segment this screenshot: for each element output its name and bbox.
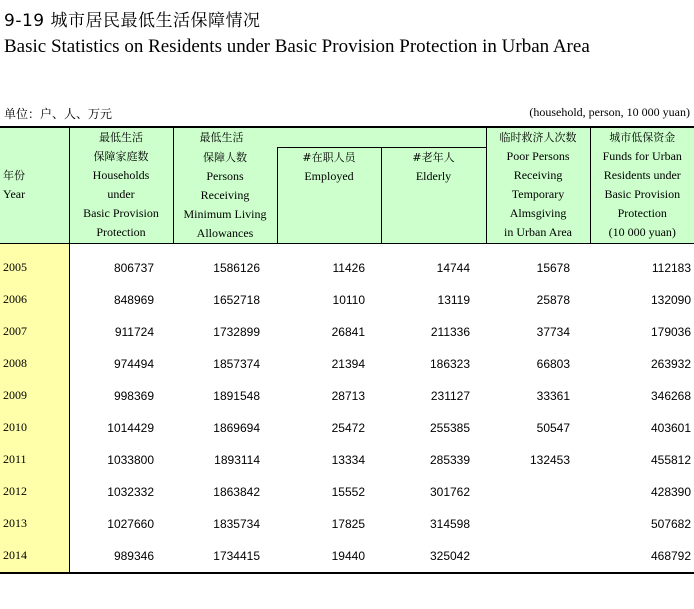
cell-employed: 26841	[331, 324, 365, 339]
cell-elderly: 14744	[436, 260, 471, 275]
cell-households: 1033800	[107, 452, 154, 467]
cell-households: 989346	[69, 540, 173, 573]
cell-persons: 1869694	[213, 420, 260, 435]
col-header-year-en: Year	[3, 187, 26, 202]
col-header-households-en-1: Households	[92, 168, 150, 182]
cell-funds: 468792	[590, 540, 694, 573]
col-header-households-en-3: Basic Provision	[83, 206, 159, 220]
cell-employed: 28713	[331, 388, 365, 403]
cell-households: 911724	[114, 324, 154, 339]
cell-employed: 10110	[332, 292, 365, 307]
cell-year: 2014	[0, 540, 69, 573]
unit-label-en: (household, person, 10 000 yuan)	[529, 105, 690, 119]
col-header-temporary-en-5: in Urban Area	[504, 225, 573, 239]
cell-persons: 1863842	[213, 484, 260, 499]
cell-persons: 1586126	[213, 260, 260, 275]
col-header-persons-cn-2: 保障人数	[203, 150, 247, 164]
statistics-table	[0, 126, 694, 574]
col-header-funds-en-2: Residents under	[603, 168, 681, 182]
cell-year: 2012	[0, 476, 69, 508]
cell-temporary: 132453	[529, 452, 571, 467]
table-row	[0, 476, 694, 508]
cell-persons: 1891548	[213, 388, 260, 403]
table-row	[0, 508, 694, 540]
cell-employed: 19440	[277, 540, 381, 573]
cell-funds: 507682	[650, 516, 692, 531]
table-row	[0, 348, 694, 380]
cell-households: 848969	[113, 292, 154, 307]
col-header-funds-en-4: Protection	[617, 206, 667, 220]
cell-temporary	[486, 508, 590, 540]
col-header-funds-en-3: Basic Provision	[604, 187, 681, 201]
cell-temporary	[486, 540, 590, 573]
cell-year: 2007	[0, 316, 69, 348]
table-body	[0, 243, 694, 573]
table-title-cn: 9-19 城市居民最低生活保障情况	[4, 11, 261, 31]
cell-funds: 179036	[650, 324, 692, 339]
cell-year: 2010	[0, 412, 69, 444]
col-header-employed	[277, 148, 381, 244]
table-row	[0, 380, 694, 412]
col-header-elderly-cn: #老年人	[412, 151, 455, 164]
col-header-persons-en-4: Allowances	[196, 225, 254, 240]
table-title-en: Basic Statistics on Residents under Basic Provision Protection in Urban Area	[4, 36, 590, 57]
cell-funds: 403601	[650, 420, 692, 435]
col-header-persons-en-2: Receiving	[200, 187, 250, 202]
cell-year: 2011	[0, 444, 69, 476]
col-header-persons-group	[173, 127, 486, 148]
col-header-year	[0, 127, 69, 243]
cell-year: 2009	[0, 380, 69, 412]
cell-temporary: 25878	[536, 292, 571, 307]
cell-employed: 13334	[331, 452, 365, 467]
cell-persons: 1857374	[213, 356, 260, 371]
col-header-temporary	[486, 127, 590, 243]
cell-employed: 11426	[332, 260, 365, 275]
col-header-persons-en-3: Minimum Living	[183, 206, 267, 221]
unit-label-cn: 单位：户、人、万元	[4, 107, 113, 121]
cell-year: 2008	[0, 348, 69, 380]
col-header-persons-en-1: Persons	[206, 168, 244, 183]
col-header-employed-cn: #在职人员	[302, 151, 356, 164]
cell-persons: 1734415	[173, 540, 277, 573]
cell-employed: 25472	[331, 420, 365, 435]
cell-employed: 21394	[331, 356, 365, 371]
cell-households: 806737	[113, 260, 154, 275]
cell-elderly: 13119	[437, 292, 471, 307]
col-header-persons-cn-1: 最低生活	[199, 131, 244, 144]
cell-temporary: 50547	[536, 420, 571, 435]
col-header-temporary-cn: 临时救济人次数	[499, 131, 577, 144]
cell-persons: 1835734	[213, 516, 260, 531]
col-header-funds	[590, 127, 694, 243]
cell-elderly: 285339	[429, 452, 471, 467]
cell-year: 2013	[0, 508, 69, 540]
cell-elderly: 325042	[381, 540, 486, 573]
cell-employed: 17825	[331, 516, 365, 531]
table-row	[0, 284, 694, 316]
col-header-households	[69, 127, 173, 243]
cell-temporary: 15678	[536, 260, 571, 275]
cell-employed: 15552	[331, 484, 365, 499]
col-header-households-cn-1: 最低生活	[99, 131, 143, 144]
table-header	[0, 127, 694, 243]
cell-households: 998369	[113, 388, 154, 403]
cell-funds: 132090	[650, 292, 692, 307]
cell-temporary: 33361	[536, 388, 571, 403]
col-header-elderly	[381, 148, 486, 244]
cell-elderly: 186323	[429, 356, 471, 371]
cell-funds: 428390	[650, 484, 692, 499]
table-row	[0, 412, 694, 444]
cell-households: 1014429	[107, 420, 154, 435]
cell-year: 2006	[0, 284, 69, 316]
col-header-funds-en-5: (10 000 yuan)	[608, 225, 676, 239]
col-header-households-en-4: Protection	[96, 225, 146, 239]
table-row	[0, 316, 694, 348]
col-header-persons	[173, 148, 277, 244]
cell-temporary	[486, 476, 590, 508]
cell-households: 1027660	[107, 516, 154, 531]
cell-year: 2005	[0, 243, 69, 284]
cell-funds: 263932	[650, 356, 692, 371]
col-header-temporary-en-2: Receiving	[513, 168, 563, 182]
col-header-households-en-2: under	[107, 187, 135, 201]
col-header-funds-en-1: Funds for Urban	[602, 149, 682, 163]
cell-elderly: 211336	[430, 324, 471, 339]
col-header-households-cn-2: 保障家庭数	[93, 150, 149, 163]
cell-households: 974494	[113, 356, 154, 371]
cell-funds: 112183	[651, 260, 692, 275]
cell-funds: 346268	[650, 388, 692, 403]
col-header-temporary-en-3: Temporary	[511, 187, 565, 201]
col-header-year-cn: 年份	[3, 169, 25, 183]
cell-persons: 1893114	[214, 452, 260, 467]
col-header-elderly-en: Elderly	[415, 169, 452, 183]
cell-elderly: 255385	[429, 420, 471, 435]
cell-elderly: 231127	[430, 388, 471, 403]
table-row	[0, 540, 694, 573]
cell-temporary: 66803	[536, 356, 571, 371]
col-header-funds-cn: 城市低保资金	[609, 131, 676, 144]
cell-temporary: 37734	[536, 324, 571, 339]
col-header-employed-en: Employed	[304, 169, 354, 183]
col-header-temporary-en-4: Almsgiving	[509, 206, 567, 220]
table-row	[0, 243, 694, 284]
cell-persons: 1652718	[213, 292, 260, 307]
col-header-temporary-en-1: Poor Persons	[506, 149, 570, 163]
table-row	[0, 444, 694, 476]
cell-households: 1032332	[107, 484, 154, 499]
cell-funds: 455812	[650, 452, 692, 467]
cell-elderly: 314598	[429, 516, 471, 531]
cell-persons: 1732899	[213, 324, 260, 339]
cell-elderly: 301762	[429, 484, 471, 499]
